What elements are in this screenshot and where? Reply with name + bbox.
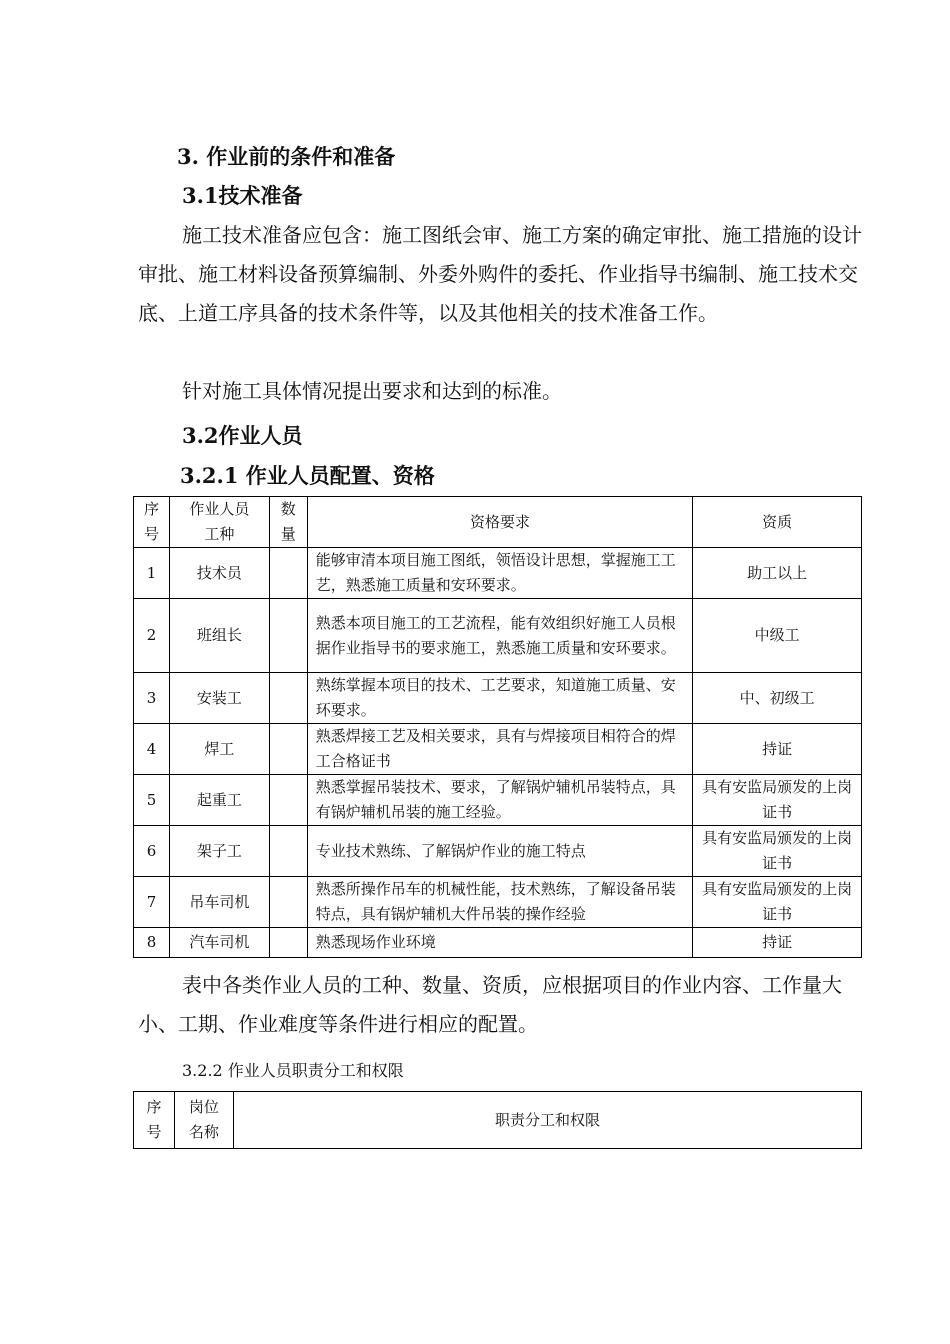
cell-qualification: 持证: [693, 724, 862, 775]
table-header-row: [134, 1092, 862, 1149]
paragraph-requirements-text: 针对施工具体情况提出要求和达到的标准。: [182, 379, 562, 403]
cell-requirements: 专业技术熟练、了解锅炉作业的施工特点: [307, 826, 692, 877]
paragraph-requirements: [138, 372, 862, 411]
cell-worker-type: 架子工: [169, 826, 269, 877]
table-row: [134, 599, 862, 673]
header-no: 序 号: [134, 1092, 175, 1149]
cell-worker-type: 吊车司机: [169, 877, 269, 928]
paragraph-table-note: [138, 966, 862, 1044]
cell-qualification: 中、初级工: [693, 673, 862, 724]
section-heading-3-2-2: 3.2.2 作业人员职责分工和权限: [182, 1061, 404, 1080]
cell-quantity: [269, 877, 307, 928]
cell-no: 2: [134, 599, 170, 673]
section-heading-3: 3. 作业前的条件和准备: [177, 144, 396, 169]
cell-requirements: 熟悉焊接工艺及相关要求，具有与焊接项目相符合的焊工合格证书: [307, 724, 692, 775]
paragraph-tech-prep-text: 施工技术准备应包含：施工图纸会审、施工方案的确定审批、施工措施的设计审批、施工材料设备预算编制、外委外购件的委托、作业指导书编制、施工技术交底、上道工序具备的技术条件等，以及其他相关的技术准备工作。: [138, 223, 862, 325]
table-row: [134, 826, 862, 877]
cell-quantity: [269, 673, 307, 724]
header-requirements: 资格要求: [307, 497, 692, 548]
cell-qualification: 助工以上: [693, 548, 862, 599]
cell-no: 8: [134, 928, 170, 958]
cell-worker-type: 安装工: [169, 673, 269, 724]
cell-requirements: 熟练掌握本项目的技术、工艺要求，知道施工质量、安环要求。: [307, 673, 692, 724]
table-row: [134, 775, 862, 826]
table-row: [134, 724, 862, 775]
section-heading-3-2-1: 3.2.1 作业人员配置、资格: [180, 463, 435, 488]
table-row: [134, 548, 862, 599]
cell-quantity: [269, 724, 307, 775]
cell-no: 3: [134, 673, 170, 724]
header-qualification: 资质: [693, 497, 862, 548]
cell-qualification: 中级工: [693, 599, 862, 673]
table-header-row: [134, 497, 862, 548]
table-row: [134, 928, 862, 958]
cell-quantity: [269, 826, 307, 877]
cell-requirements: 能够审清本项目施工图纸，领悟设计思想，掌握施工工艺，熟悉施工质量和安环要求。: [307, 548, 692, 599]
header-post-name: 岗位 名称: [174, 1092, 233, 1149]
staff-qualification-table: [133, 496, 862, 958]
cell-worker-type: 焊工: [169, 724, 269, 775]
section-heading-3-1: 3.1技术准备: [182, 183, 303, 208]
table-row: [134, 673, 862, 724]
responsibility-table: [133, 1091, 862, 1149]
cell-worker-type: 班组长: [169, 599, 269, 673]
cell-requirements: 熟悉掌握吊装技术、要求，了解锅炉辅机吊装特点，具有锅炉辅机吊装的施工经验。: [307, 775, 692, 826]
cell-quantity: [269, 599, 307, 673]
cell-worker-type: 汽车司机: [169, 928, 269, 958]
cell-quantity: [269, 928, 307, 958]
cell-quantity: [269, 775, 307, 826]
cell-qualification: 具有安监局颁发的上岗证书: [693, 877, 862, 928]
cell-worker-type: 起重工: [169, 775, 269, 826]
cell-qualification: 持证: [693, 928, 862, 958]
paragraph-table-note-text: 表中各类作业人员的工种、数量、资质，应根据项目的作业内容、工作量大小、工期、作业难度等条件进行相应的配置。: [138, 973, 842, 1036]
cell-worker-type: 技术员: [169, 548, 269, 599]
cell-no: 4: [134, 724, 170, 775]
cell-qualification: 具有安监局颁发的上岗证书: [693, 775, 862, 826]
cell-no: 5: [134, 775, 170, 826]
header-duties: 职责分工和权限: [233, 1092, 861, 1149]
cell-quantity: [269, 548, 307, 599]
cell-no: 7: [134, 877, 170, 928]
cell-qualification: 具有安监局颁发的上岗证书: [693, 826, 862, 877]
table-row: [134, 877, 862, 928]
header-quantity: 数 量: [269, 497, 307, 548]
paragraph-tech-prep: [138, 216, 862, 333]
cell-requirements: 熟悉本项目施工的工艺流程，能有效组织好施工人员根据作业指导书的要求施工，熟悉施工质量和安环要求。: [307, 599, 692, 673]
header-no: 序 号: [134, 497, 170, 548]
cell-no: 1: [134, 548, 170, 599]
cell-requirements: 熟悉所操作吊车的机械性能，技术熟练，了解设备吊装特点，具有锅炉辅机大件吊装的操作经验: [307, 877, 692, 928]
cell-no: 6: [134, 826, 170, 877]
cell-requirements: 熟悉现场作业环境: [307, 928, 692, 958]
section-heading-3-2: 3.2作业人员: [182, 423, 303, 448]
header-worker-type: 作业人员 工种: [169, 497, 269, 548]
